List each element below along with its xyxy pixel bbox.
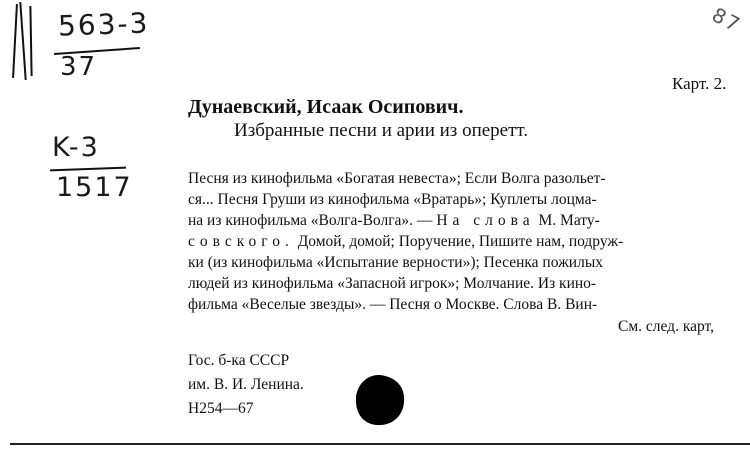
shelf-code-top: 563-3 (57, 6, 150, 43)
contents-line: ки (из кинофильма «Испытание верности»); Песенка пожилых (188, 254, 603, 271)
second-code-fraction-line (50, 167, 126, 172)
contents-line: совского. Домой, домой; Поручение, Пишите нам, подруж- (188, 233, 624, 250)
contents-line: людей из кинофильма «Запасной игрок»; Молчание. Из кино- (188, 275, 597, 292)
contents-line: Песня из кинофильма «Богатая невеста»; Если Волга разольет- (188, 170, 606, 187)
second-code-top: K-3 (52, 132, 100, 163)
continuation-note: См. след. карт, (618, 318, 715, 335)
author-heading: Дунаевский, Исаак Осипович. (188, 96, 464, 118)
corner-mark: 87 (708, 2, 746, 38)
shelf-code-bottom: 37 (60, 52, 98, 82)
library-stamp-line: Гос. б-ка СССР (188, 352, 290, 369)
ink-blot (352, 372, 408, 428)
second-code-bottom: 1517 (56, 172, 133, 203)
card-label: Карт. 2. (672, 74, 727, 93)
contents-line: на из кинофильма «Волга-Волга». — На слова М. Мату- (188, 212, 600, 229)
library-stamp-line: им. В. И. Ленина. (188, 376, 304, 393)
card-bottom-edge (10, 443, 750, 445)
library-stamp-line: Н254—67 (188, 400, 254, 417)
contents-line: ся... Песня Груши из кинофильма «Вратарь»; Куплеты лоцма- (188, 191, 597, 208)
work-title: Избранные песни и арии из оперетт. (234, 120, 529, 141)
contents-line: фильма «Веселые звезды». — Песня о Москве. Слова В. Вин- (188, 296, 598, 313)
